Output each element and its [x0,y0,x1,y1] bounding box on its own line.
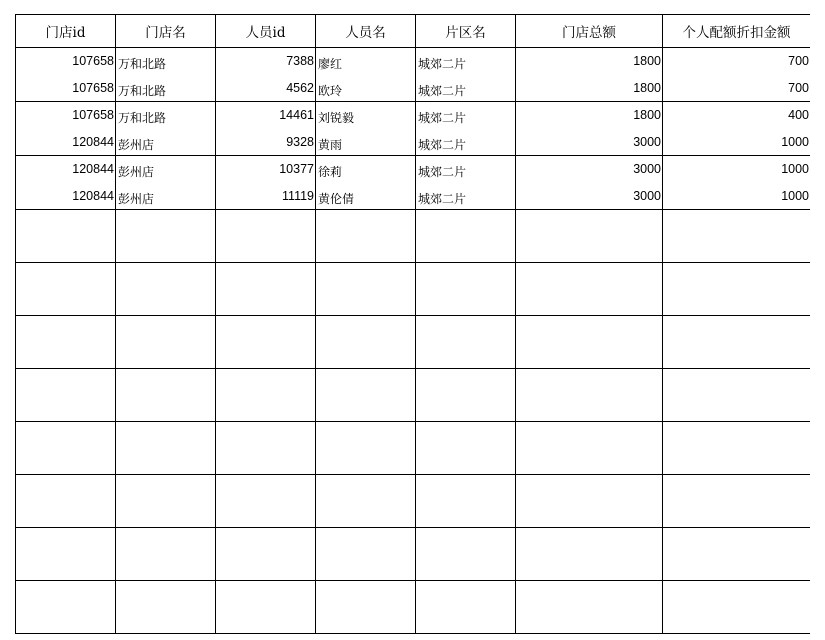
table-row[interactable]: 刘锐毅 [318,111,355,125]
empty-cell[interactable] [516,263,663,316]
empty-cell[interactable] [416,210,516,263]
empty-cell[interactable] [16,210,116,263]
empty-cell[interactable] [316,316,416,369]
empty-cell[interactable] [216,422,316,475]
table-row[interactable]: 彭州店 [118,137,155,152]
empty-row [16,581,811,634]
table-row[interactable]: 黄伦倩 [318,191,355,206]
table-row[interactable]: 3000 [633,162,661,176]
table-row[interactable]: 欧玲 [318,83,343,98]
empty-cell[interactable] [316,422,416,475]
table-row[interactable]: 徐莉 [318,165,343,179]
table-row[interactable]: 黄雨 [318,137,343,152]
empty-cell[interactable] [416,263,516,316]
table-row[interactable]: 700 [788,80,809,95]
cell-store-name[interactable] [116,102,216,156]
table-row[interactable]: 14461 [279,108,314,122]
empty-row [16,475,811,528]
cell-staff-name[interactable] [316,48,416,102]
table-row[interactable]: 10377 [279,162,314,176]
cell-staff-id[interactable] [216,48,316,102]
table-row[interactable]: 120844 [72,188,114,203]
empty-row [16,528,811,581]
empty-cell[interactable] [216,210,316,263]
table-row[interactable]: 107658 [72,108,114,122]
empty-cell[interactable] [16,316,116,369]
cell-store-total[interactable] [516,156,663,210]
table-row[interactable]: 廖红 [318,57,343,71]
table-row[interactable]: 11119 [282,188,314,203]
table-row[interactable]: 400 [788,108,809,122]
empty-cell[interactable] [216,316,316,369]
empty-row [16,210,811,263]
table-row[interactable]: 彭州店 [118,165,155,179]
empty-cell[interactable] [316,528,416,581]
empty-cell[interactable] [663,475,811,528]
table-row[interactable]: 120844 [72,134,114,149]
cell-staff-id[interactable] [216,102,316,156]
table-row[interactable]: 4562 [286,80,314,95]
cell-staff-id[interactable] [216,156,316,210]
empty-cell[interactable] [116,581,216,634]
empty-cell[interactable] [16,422,116,475]
empty-row [16,316,811,369]
empty-cell[interactable] [416,316,516,369]
table-row[interactable]: 万和北路 [118,57,167,71]
column-header-district[interactable]: 片区名 [416,15,516,48]
empty-row [16,263,811,316]
empty-cell[interactable] [116,210,216,263]
empty-cell[interactable] [316,210,416,263]
table-row-group [16,102,811,156]
empty-cell[interactable] [116,316,216,369]
cell-store-total[interactable] [516,102,663,156]
table-row[interactable]: 9328 [286,134,314,149]
empty-cell[interactable] [116,528,216,581]
cell-district[interactable] [416,102,516,156]
empty-cell[interactable] [316,369,416,422]
empty-cell[interactable] [416,422,516,475]
empty-cell[interactable] [663,581,811,634]
table-row[interactable]: 城郊二片 [418,111,467,125]
empty-cell[interactable] [116,263,216,316]
empty-cell[interactable] [316,263,416,316]
cell-store-name[interactable] [116,156,216,210]
column-header-staff-id[interactable]: 人员id [216,15,316,48]
header-row [16,15,811,48]
table-row[interactable]: 700 [788,54,809,68]
spreadsheet [15,14,810,640]
table-row[interactable]: 城郊二片 [418,57,467,71]
table-row[interactable]: 城郊二片 [418,137,467,152]
table-row[interactable]: 城郊二片 [418,191,467,206]
empty-cell[interactable] [416,475,516,528]
empty-cell[interactable] [16,581,116,634]
empty-cell[interactable] [116,422,216,475]
empty-cell[interactable] [663,316,811,369]
table-row[interactable]: 1800 [633,80,661,95]
cell-store-id[interactable] [16,48,116,102]
empty-cell[interactable] [516,422,663,475]
table-row[interactable]: 107658 [72,54,114,68]
column-header-store-name[interactable]: 门店名 [116,15,216,48]
table-row[interactable]: 1800 [633,108,661,122]
empty-cell[interactable] [663,369,811,422]
table-row[interactable]: 1000 [781,162,809,176]
empty-cell[interactable] [416,581,516,634]
column-header-store-id[interactable]: 门店id [16,15,116,48]
empty-cell[interactable] [663,263,811,316]
empty-cell[interactable] [663,528,811,581]
empty-cell[interactable] [416,528,516,581]
empty-cell[interactable] [663,422,811,475]
table-row[interactable]: 1800 [633,54,661,68]
table-row[interactable]: 彭州店 [118,191,155,206]
column-header-staff-name[interactable]: 人员名 [316,15,416,48]
table-row[interactable]: 万和北路 [118,83,167,98]
data-table [15,14,810,634]
empty-cell[interactable] [16,528,116,581]
table-row[interactable]: 城郊二片 [418,83,467,98]
empty-cell[interactable] [216,475,316,528]
empty-cell[interactable] [216,581,316,634]
empty-cell[interactable] [516,316,663,369]
table-row[interactable]: 万和北路 [118,111,167,125]
table-row[interactable]: 120844 [72,162,114,176]
cell-store-total[interactable] [516,48,663,102]
empty-cell[interactable] [216,528,316,581]
cell-store-id[interactable] [16,102,116,156]
empty-cell[interactable] [516,369,663,422]
table-row[interactable]: 3000 [633,188,661,203]
table-row[interactable]: 3000 [633,134,661,149]
table-row[interactable]: 1000 [781,134,809,149]
table-row[interactable]: 1000 [781,188,809,203]
column-header-discount[interactable]: 个人配额折扣金额 [663,15,811,48]
cell-district[interactable] [416,48,516,102]
empty-cell[interactable] [516,210,663,263]
empty-cell[interactable] [216,263,316,316]
empty-cell[interactable] [416,369,516,422]
table-row-group [16,156,811,210]
table-row-group [16,48,811,102]
empty-cell[interactable] [116,475,216,528]
empty-row [16,422,811,475]
empty-cell[interactable] [516,475,663,528]
cell-district[interactable] [416,156,516,210]
table-row[interactable]: 107658 [72,80,114,95]
table-row[interactable]: 7388 [286,54,314,68]
empty-cell[interactable] [516,528,663,581]
table-row[interactable]: 城郊二片 [418,165,467,179]
empty-cell[interactable] [216,369,316,422]
cell-discount[interactable] [663,102,811,156]
empty-cell[interactable] [16,369,116,422]
empty-row [16,369,811,422]
empty-cell[interactable] [16,475,116,528]
column-header-store-total[interactable]: 门店总额 [516,15,663,48]
cell-staff-name[interactable] [316,102,416,156]
empty-cell[interactable] [16,263,116,316]
cell-discount[interactable] [663,48,811,102]
empty-cell[interactable] [316,581,416,634]
cell-staff-name[interactable] [316,156,416,210]
empty-cell[interactable] [663,210,811,263]
empty-cell[interactable] [516,581,663,634]
empty-cell[interactable] [116,369,216,422]
cell-store-name[interactable] [116,48,216,102]
cell-store-id[interactable] [16,156,116,210]
empty-cell[interactable] [316,475,416,528]
cell-discount[interactable] [663,156,811,210]
